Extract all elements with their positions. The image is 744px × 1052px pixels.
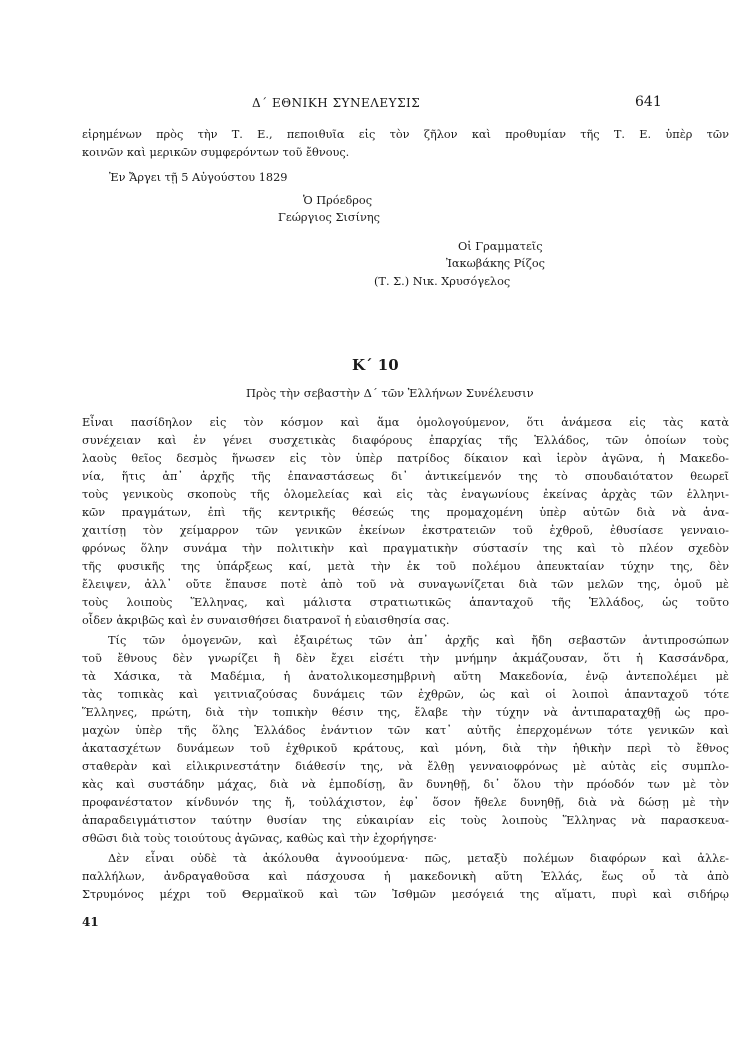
text-line: εἰρημένων πρὸς τὴν Τ. Ε., πεποιθυῖα εἰς τὸν ζῆλον καὶ προθυμίαν τῆς Τ. Ε. ὑπὲρ τῶν xyxy=(82,128,729,141)
text-line: Δὲν εἶναι οὐδὲ τὰ ἀκόλουθα ἀγνοούμενα· πῶς, μεταξὺ πολέμων διαφόρων καὶ ἀλλε- xyxy=(108,852,729,865)
document-subtitle: Πρὸς τὴν σεβαστὴν Δ΄ τῶν Ἑλλήνων Συνέλευσιν xyxy=(246,386,534,400)
secretary-name: Ἰακωβάκης Ρίζος xyxy=(446,257,545,270)
text-line: Εἶναι πασίδηλον εἰς τὸν κόσμον καὶ ἅμα ὁμολογούμενον, ὅτι ἀνάμεσα εἰς τὰς κατὰ xyxy=(82,416,729,429)
text-line: φρόνως ὅλην συνάμα τὴν πολιτικὴν καὶ πραγματικὴν σύστασίν της καὶ τὸ πλέον σχεδὸν xyxy=(82,542,729,555)
text-line: ἀκατασχέτων δυνάμεων τοῦ ἐχθρικοῦ κράτους, καὶ μόνη, διὰ τὴν ἠθικὴν περὶ τὸ ἔθνος xyxy=(82,742,729,755)
president-title: Ὁ Πρόεδρος xyxy=(303,194,373,207)
text-line: οἶδεν ἀκριβῶς καὶ ἐν συναισθήσει διατρανοῖ ἡ εὐαισθησία σας. xyxy=(82,614,450,627)
text-line: Τίς τῶν ὁμογενῶν, καὶ ἐξαιρέτως τῶν ἀπ᾽ ἀρχῆς καὶ ἤδη σεβαστῶν ἀντιπροσώπων xyxy=(108,634,729,647)
text-line: νία, ἥτις ἀπ᾽ ἀρχῆς τῆς ἐπαναστάσεως δι᾽ ἀντικείμενόν της τὸ σπουδαιότατον θεωρεῖ xyxy=(82,470,729,483)
text-line: προφανέστατον κίνδυνόν της ἤ, τοὐλάχιστον, ἐφ᾽ ὅσον ἤθελε δυνηθῇ, διὰ νὰ δώσῃ μὲ τὴν xyxy=(82,796,729,809)
text-line: τὰ Χάσικα, τὰ Μαδέμια, ἡ ἀνατολικομεσημβρινὴ αὕτη Μακεδονία, ἐνῷ ἀντεπολέμει μὲ xyxy=(82,670,729,683)
document-number: Κ΄ 10 xyxy=(352,356,399,374)
running-title: Δ΄ ΕΘΝΙΚΗ ΣΥΝΕΛΕΥΣΙΣ xyxy=(252,96,421,110)
text-line: τοὺς λοιποὺς Ἕλληνας, καὶ μάλιστα στρατιωτικῶς ἁπανταχοῦ τῆς Ἑλλάδος, ὡς τοῦτο xyxy=(82,596,729,609)
text-line: σθῶσι διὰ τοὺς τοιούτους ἀγῶνας, καθὼς καὶ τὴν ἐχορήγησε· xyxy=(82,832,437,845)
text-line: τῆς φυσικῆς της ὑπάρξεως καί, μετὰ τὴν ἐκ τοῦ πολέμου ἀπευκταίαν τύχην της, δὲν xyxy=(82,560,729,573)
date-line: Ἐν Ἄργει τῇ 5 Αὐγούστου 1829 xyxy=(109,171,288,184)
text-line: μαχὼν ὑπὲρ τῆς ὅλης Ἑλλάδος ἐνάντιον τῶν κατ᾽ αὐτῆς ἐπερχομένων τότε γενικῶν καὶ xyxy=(82,724,729,737)
text-line: τοῦ ἔθνους δὲν γνωρίζει ἢ δὲν ἔχει εἰσέτι τὴν μνήμην ἀκμάζουσαν, ὅτι ἡ Κασσάνδρα, xyxy=(82,652,729,665)
text-line: σταθερὰν καὶ εἰλικρινεστάτην διάθεσίν της, νὰ ἔλθῃ γενναιοφρόνως μὲ αὐτὰς εἰς συμπλο- xyxy=(82,760,729,773)
text-line: ἀπαραδειγμάτιστον ταύτην θυσίαν της εὐκαιρίαν εἰς τοὺς λοιποὺς Ἕλληνας νὰ παρασκευα- xyxy=(82,814,729,827)
text-line: παλλήλων, ἀνδραγαθοῦσα καὶ πάσχουσα ἡ μακεδονικὴ αὕτη Ἑλλάς, ἕως οὗ τὰ ἀπὸ xyxy=(82,870,729,883)
text-line: τοὺς γενικοὺς σκοποὺς τῆς ὁλομελείας καὶ εἰς τὰς ἐναγωνίους ἐκείνας ἀρχὰς τῶν ἑλληνι- xyxy=(82,488,729,501)
signature-mark: 41 xyxy=(82,915,99,929)
page-number: 641 xyxy=(635,94,662,110)
text-line: ἔλειψεν, ἀλλ᾽ οὔτε ἔπαυσε ποτὲ ἀπὸ τοῦ νὰ συναγωνίζεται διὰ τῶν μελῶν της, ὁμοῦ μὲ xyxy=(82,578,729,591)
text-line: χαιτίσῃ τὸν χείμαρρον τῶν γενικῶν ἐκείνων ἐκστρατειῶν τοῦ ἐχθροῦ, ἐθυσίασε γενναιο- xyxy=(82,524,729,537)
text-line: τὰς τοπικὰς καὶ γειτνιαζούσας δυνάμεις τῶν ἐχθρῶν, ὡς καὶ οἱ λοιποὶ ἁπανταχοῦ τότε xyxy=(82,688,729,701)
text-line: κοινῶν καὶ μερικῶν συμφερόντων τοῦ ἔθνους. xyxy=(82,146,350,159)
text-line: κῶν πραγμάτων, ἐπὶ τῆς κεντρικῆς θέσεώς της προμαχομένη ὑπὲρ αὐτῶν διὰ νὰ ἀνα- xyxy=(82,506,729,519)
secretaries-title: Οἱ Γραμματεῖς xyxy=(458,240,543,253)
text-line: κὰς καὶ συστάδην μάχας, διὰ νὰ ἐμποδίσῃ, ἂν δυνηθῇ, δι᾽ ὅλου τὴν πρόοδόν των μὲ τὸν xyxy=(82,778,729,791)
text-line: Ἕλληνες, πρώτη, διὰ τὴν τοπικὴν θέσιν της, ἔλαβε τὴν τύχην νὰ ἀντιπαραταχθῇ ὡς προ- xyxy=(82,706,729,719)
text-line: συνέχειαν καὶ ἐν γένει συσχετικὰς διαφόρους ἐπαρχίας τῆς Ἑλλάδος, τῶν ὁποίων τοὺς xyxy=(82,434,729,447)
text-line: λαοὺς θεῖος δεσμὸς ἥνωσεν εἰς τὸν ὑπὲρ πατρίδος δίκαιον καὶ ἱερὸν ἀγῶνα, ἡ Μακεδο- xyxy=(82,452,729,465)
secretary-name: (Τ. Σ.) Νικ. Χρυσόγελος xyxy=(374,275,511,288)
president-name: Γεώργιος Σισίνης xyxy=(278,211,380,224)
text-line: Στρυμόνος μέχρι τοῦ Θερμαϊκοῦ καὶ τῶν Ἰσθμῶν μεσόγειά της αἵματι, πυρὶ καὶ σιδήρῳ xyxy=(82,888,729,901)
